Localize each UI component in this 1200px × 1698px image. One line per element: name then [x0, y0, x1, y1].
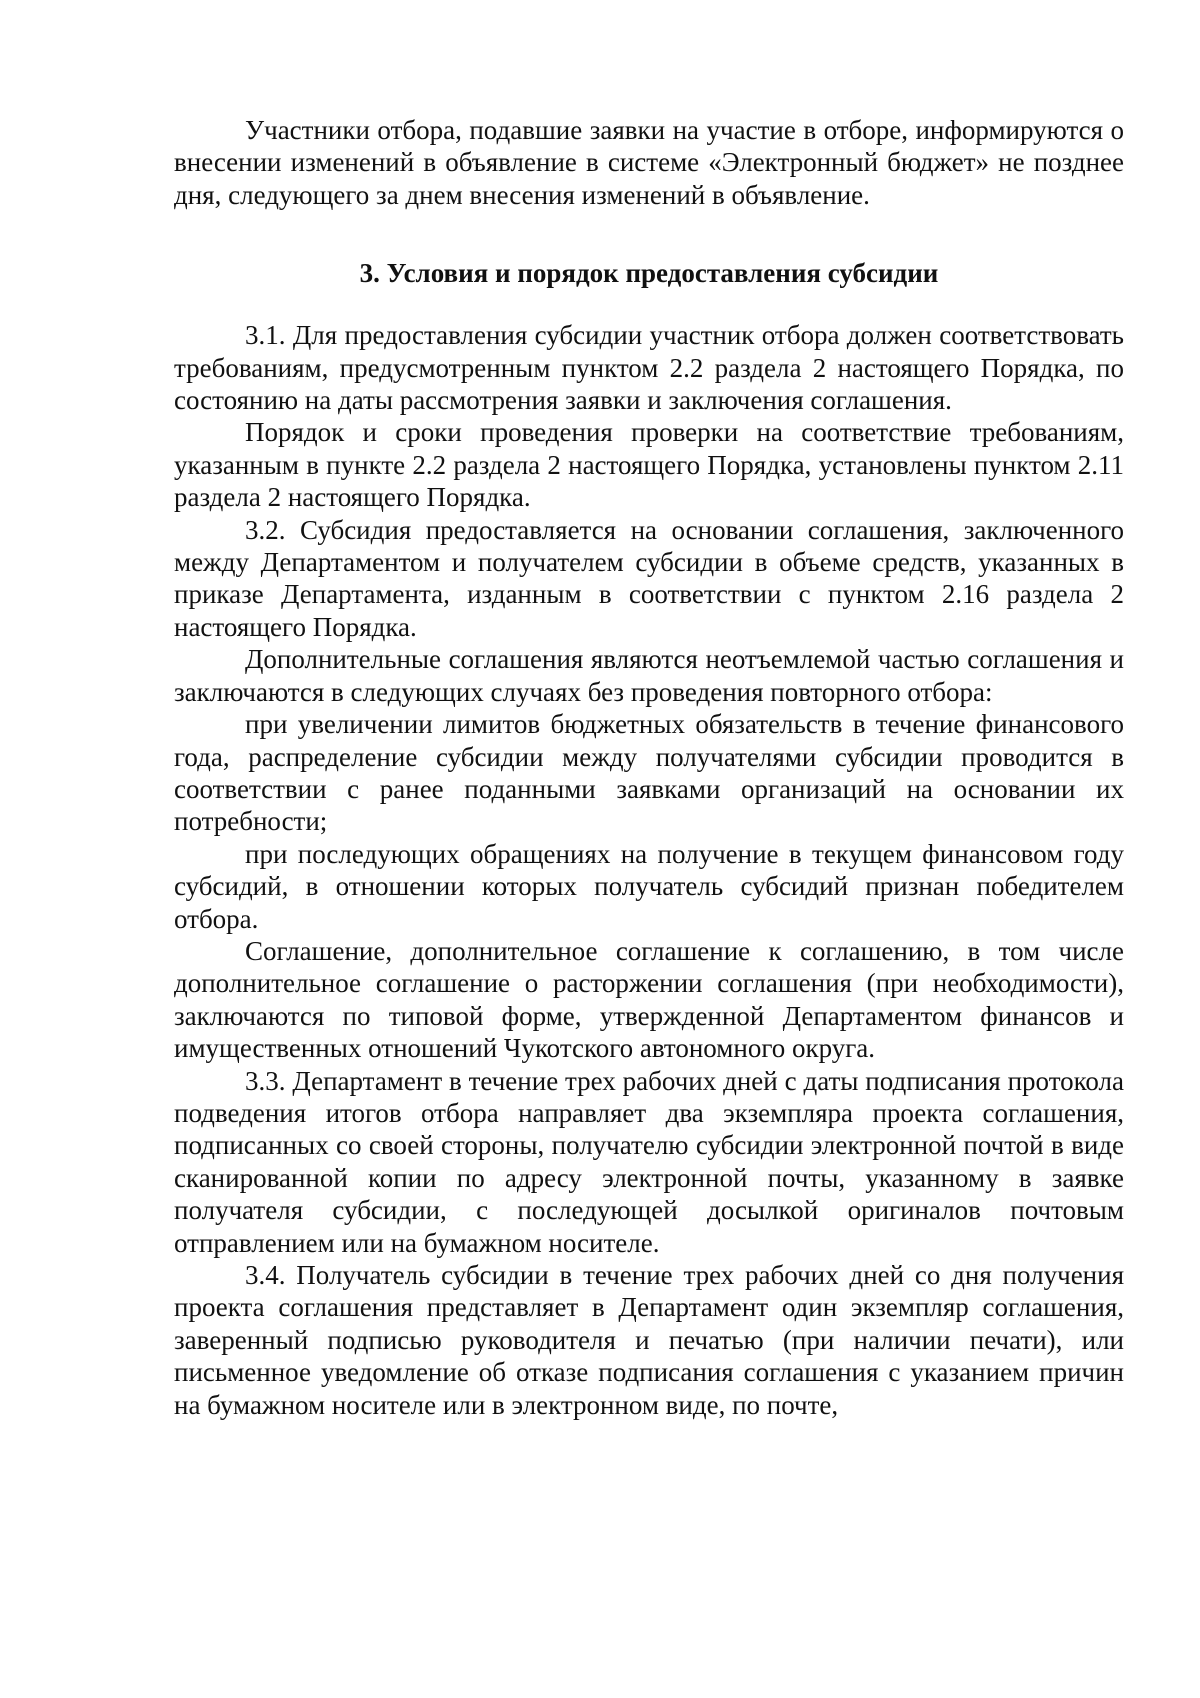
paragraph-case-subsequent-requests: при последующих обращениях на получение в текущем финансовом году субсидий, в отношении которых получатель субсидий признан победителем отбора. — [174, 838, 1124, 934]
paragraph-additional-agreements: Дополнительные соглашения являются неотъемлемой частью соглашения и заключаются в следующих случаях без проведения повторного отбора: — [174, 644, 1124, 707]
paragraph-agreement-form: Соглашение, дополнительное соглашение к соглашению, в том числе дополнительное соглашение о расторжении соглашения (при необходимости), заключаются по типовой форме, утвержденной Департаментом финансов и имущественных отношений Чукотского автономного округа. — [174, 935, 1124, 1064]
paragraph-3-3: 3.3. Департамент в течение трех рабочих дней с даты подписания протокола подведения итогов отбора направляет два экземпляра проекта соглашения, подписанных со своей стороны, получателю субсидии электронной почтой в виде сканированной копии по адресу электронной почты, указанному в заявке получателя субсидии, с последующей досылкой оригиналов почтовым отправлением или на бумажном носителе. — [174, 1065, 1124, 1258]
paragraph-3-4: 3.4. Получатель субсидии в течение трех рабочих дней со дня получения проекта соглашения представляет в Департамент один экземпляр соглашения, заверенный подписью руководителя и печатью (при наличии печати), или письменное уведомление об отказе подписания соглашения с указанием причин на бумажном носителе или в электронном виде, по почте, — [174, 1260, 1124, 1420]
paragraph-check-procedure: Порядок и сроки проведения проверки на соответствие требованиям, указанным в пункте 2.2 раздела 2 настоящего Порядка, установлены пунктом 2.11 раздела 2 настоящего Порядка. — [174, 417, 1124, 513]
paragraph-case-limits-increase: при увеличении лимитов бюджетных обязательств в течение финансового года, распределение субсидии между получателями субсидии проводится в соответствии с ранее поданными заявками организаций на основании их потребности; — [174, 709, 1124, 837]
document-page — [174, 114, 1124, 1421]
section-heading: 3. Условия и порядок предоставления субсидии — [359, 258, 939, 289]
paragraph-3-2: 3.2. Субсидия предоставляется на основании соглашения, заключенного между Департаментом и получателем субсидии в объеме средств, указанных в приказе Департамента, изданным в соответствии с пунктом 2.16 раздела 2 настоящего Порядка. — [174, 514, 1124, 642]
paragraph-3-1: 3.1. Для предоставления субсидии участник отбора должен соответствовать требованиям, предусмотренным пунктом 2.2 раздела 2 настоящего Порядка, по состоянию на даты рассмотрения заявки и заключения соглашения. — [174, 320, 1124, 416]
intro-paragraph: Участники отбора, подавшие заявки на участие в отборе, информируются о внесении изменений в объявление в системе «Электронный бюджет» не позднее дня, следующего за днем внесения изменений в объявление. — [174, 115, 1124, 210]
